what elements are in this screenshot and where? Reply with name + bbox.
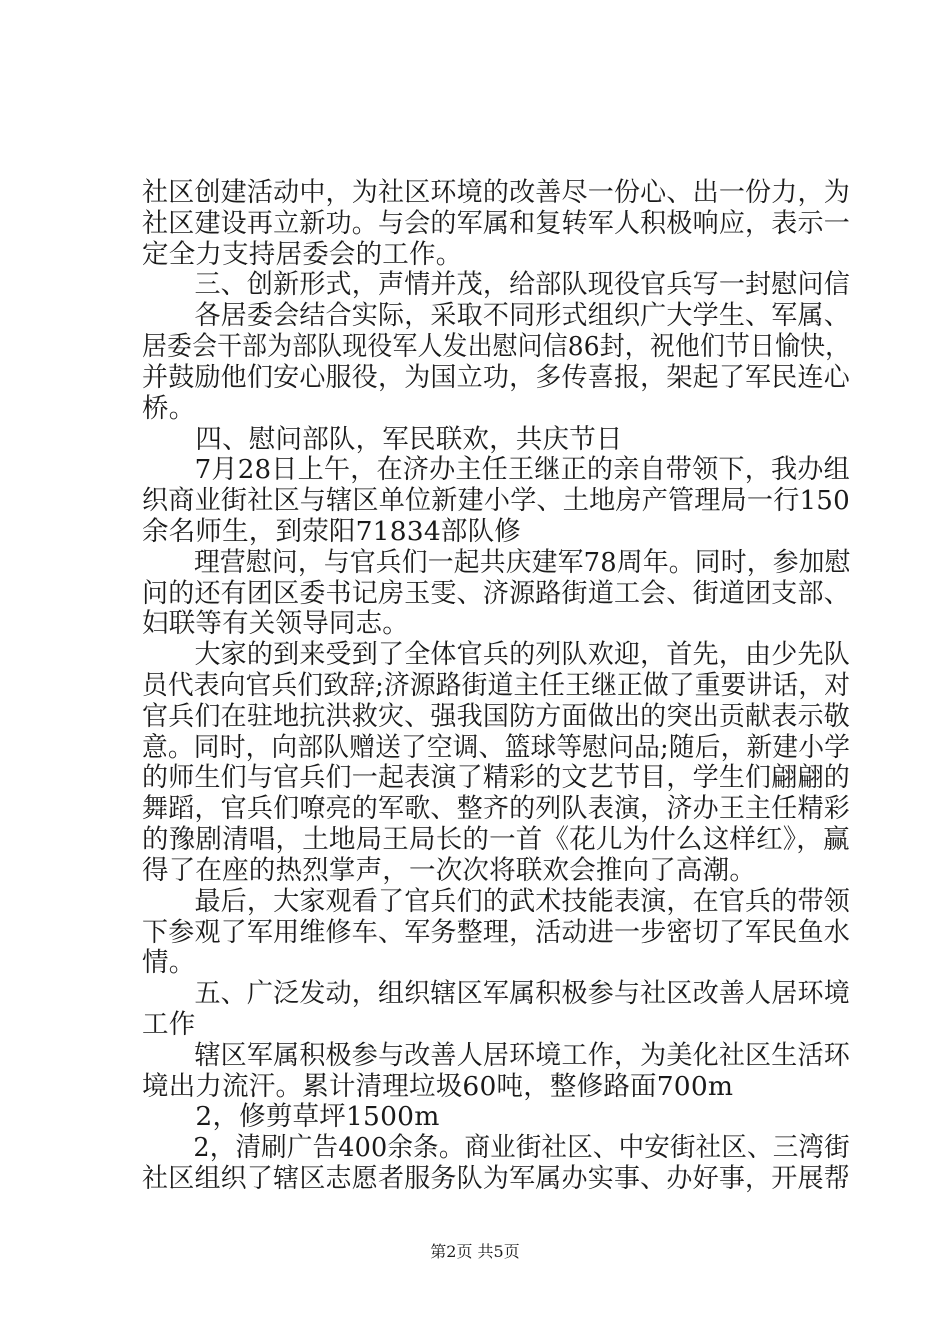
text-line: 织商业街社区与辖区单位新建小学、土地房产管理局一行150 [142,485,850,516]
text-line: 2，清刷广告400余条。商业街社区、中安街社区、三湾街 [142,1132,850,1163]
text-line: 妇联等有关领导同志。 [142,608,409,639]
text-line: 官兵们在驻地抗洪救灾、强我国防方面做出的突出贡献表示敬 [142,701,850,732]
text-line: 境出力流汗。累计清理垃圾60吨，整修路面700m [142,1071,734,1102]
text-line: 最后，大家观看了官兵们的武术技能表演，在官兵的带领 [142,886,850,917]
text-line: 情。 [142,947,196,978]
text-line: 大家的到来受到了全体官兵的列队欢迎，首先，由少先队 [142,639,850,670]
text-line: 员代表向官兵们致辞;济源路街道主任王继正做了重要讲话，对 [142,670,851,701]
text-line: 五、广泛发动，组织辖区军属积极参与社区改善人居环境 [142,978,850,1009]
text-line: 定全力支持居委会的工作。 [142,239,463,270]
text-line: 社区组织了辖区志愿者服务队为军属办实事、办好事，开展帮 [142,1163,850,1194]
page-number-footer: 第2页 共5页 [430,1242,520,1261]
text-line: 工作 [142,1009,196,1040]
text-line: 舞蹈，官兵们嘹亮的军歌、整齐的列队表演，济办王主任精彩 [142,793,850,824]
text-line: 理营慰问，与官兵们一起共庆建军78周年。同时，参加慰 [142,547,851,578]
text-line: 2，修剪草坪1500m [142,1101,440,1132]
text-line: 的豫剧清唱，土地局王局长的一首《花儿为什么这样红》，赢 [142,824,850,855]
text-line: 辖区军属积极参与改善人居环境工作，为美化社区生活环 [142,1040,850,1071]
text-line: 问的还有团区委书记房玉雯、济源路街道工会、街道团支部、 [142,578,850,609]
text-line: 四、慰问部队，军民联欢，共庆节日 [142,424,623,455]
text-line: 意。同时，向部队赠送了空调、篮球等慰问品;随后，新建小学 [142,732,851,763]
text-line: 居委会干部为部队现役军人发出慰问信86封，祝他们节日愉快， [142,331,851,362]
text-line: 社区创建活动中，为社区环境的改善尽一份心、出一份力，为 [142,177,850,208]
text-line: 桥。 [142,393,196,424]
text-line: 7月28日上午，在济办主任王继正的亲自带领下，我办组 [142,454,850,485]
text-line: 余名师生，到荥阳71834部队修 [142,516,522,547]
text-line: 并鼓励他们安心服役，为国立功，多传喜报，架起了军民连心 [142,362,850,393]
text-line: 的师生们与官兵们一起表演了精彩的文艺节目，学生们翩翩的 [142,762,850,793]
text-line: 下参观了军用维修车、军务整理，活动进一步密切了军民鱼水 [142,917,850,948]
text-line: 得了在座的热烈掌声，一次次将联欢会推向了高潮。 [142,855,757,886]
text-line: 社区建设再立新功。与会的军属和复转军人积极响应，表示一 [142,208,850,239]
text-line: 三、创新形式，声情并茂，给部队现役官兵写一封慰问信 [142,269,850,300]
text-line: 各居委会结合实际，采取不同形式组织广大学生、军属、 [142,300,850,331]
